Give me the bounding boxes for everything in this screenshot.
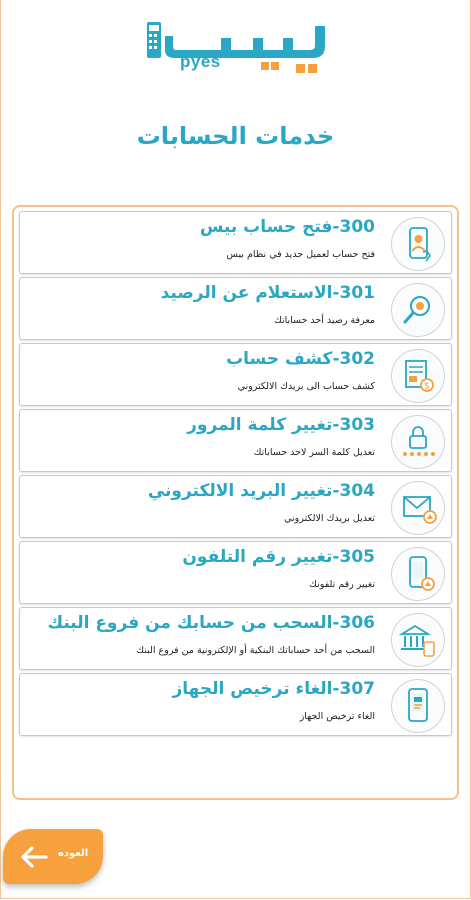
service-desc: السحب من أحد حساباتك البنكية أو الإلكترونية من فروع البنك <box>136 645 375 656</box>
service-card-306[interactable] <box>19 607 452 670</box>
service-desc: كشف حساب الى بريدك الالكتروني <box>237 381 375 392</box>
service-title: 304-تغيير البريد الالكتروني <box>147 481 375 501</box>
lock-password-icon <box>391 415 445 469</box>
service-desc: فتح حساب لعميل جديد في نظام بيس <box>226 249 375 260</box>
service-title: 300-فتح حساب بيس <box>199 217 375 237</box>
arrow-left-icon <box>19 842 49 872</box>
back-button-label: العوده <box>58 848 89 859</box>
service-title: 307-الغاء ترخيص الجهاز <box>172 679 375 699</box>
service-title: 301-الاستعلام عن الرصيد <box>160 283 375 303</box>
service-title: 303-تغيير كلمة المرور <box>187 415 375 435</box>
logo-text: pyes <box>180 52 221 71</box>
service-card-300[interactable] <box>19 211 452 274</box>
back-button[interactable] <box>3 829 103 884</box>
envelope-icon <box>391 481 445 535</box>
service-desc: معرفة رصيد أحد حساباتك <box>273 315 375 326</box>
service-card-302[interactable] <box>19 343 452 406</box>
service-desc: تغيير رقم تلفونك <box>309 579 375 590</box>
service-card-304[interactable] <box>19 475 452 538</box>
service-title: 302-كشف حساب <box>226 349 375 369</box>
service-desc: الغاء ترخيص الجهاز <box>299 711 375 722</box>
phone-user-icon <box>391 217 445 271</box>
page-title: خدمات الحسابات <box>136 122 335 150</box>
pyes-logo <box>143 20 328 80</box>
service-title: 305-تغيير رقم التلفون <box>182 547 375 567</box>
service-card-301[interactable] <box>19 277 452 340</box>
svg-text:$: $ <box>424 381 430 392</box>
service-card-305[interactable] <box>19 541 452 604</box>
service-card-307[interactable] <box>19 673 452 736</box>
service-desc: تعديل كلمة السر لاحد حساباتك <box>253 447 375 458</box>
magnifier-balance-icon <box>391 283 445 337</box>
device-license-icon <box>391 679 445 733</box>
service-card-303[interactable] <box>19 409 452 472</box>
service-title: 306-السحب من حسابك من فروع البنك <box>47 613 375 633</box>
services-panel <box>12 205 459 800</box>
service-desc: تعديل بريدك الالكتروني <box>284 513 375 524</box>
statement-icon <box>391 349 445 403</box>
bank-branch-icon <box>391 613 445 667</box>
mobile-phone-icon <box>391 547 445 601</box>
